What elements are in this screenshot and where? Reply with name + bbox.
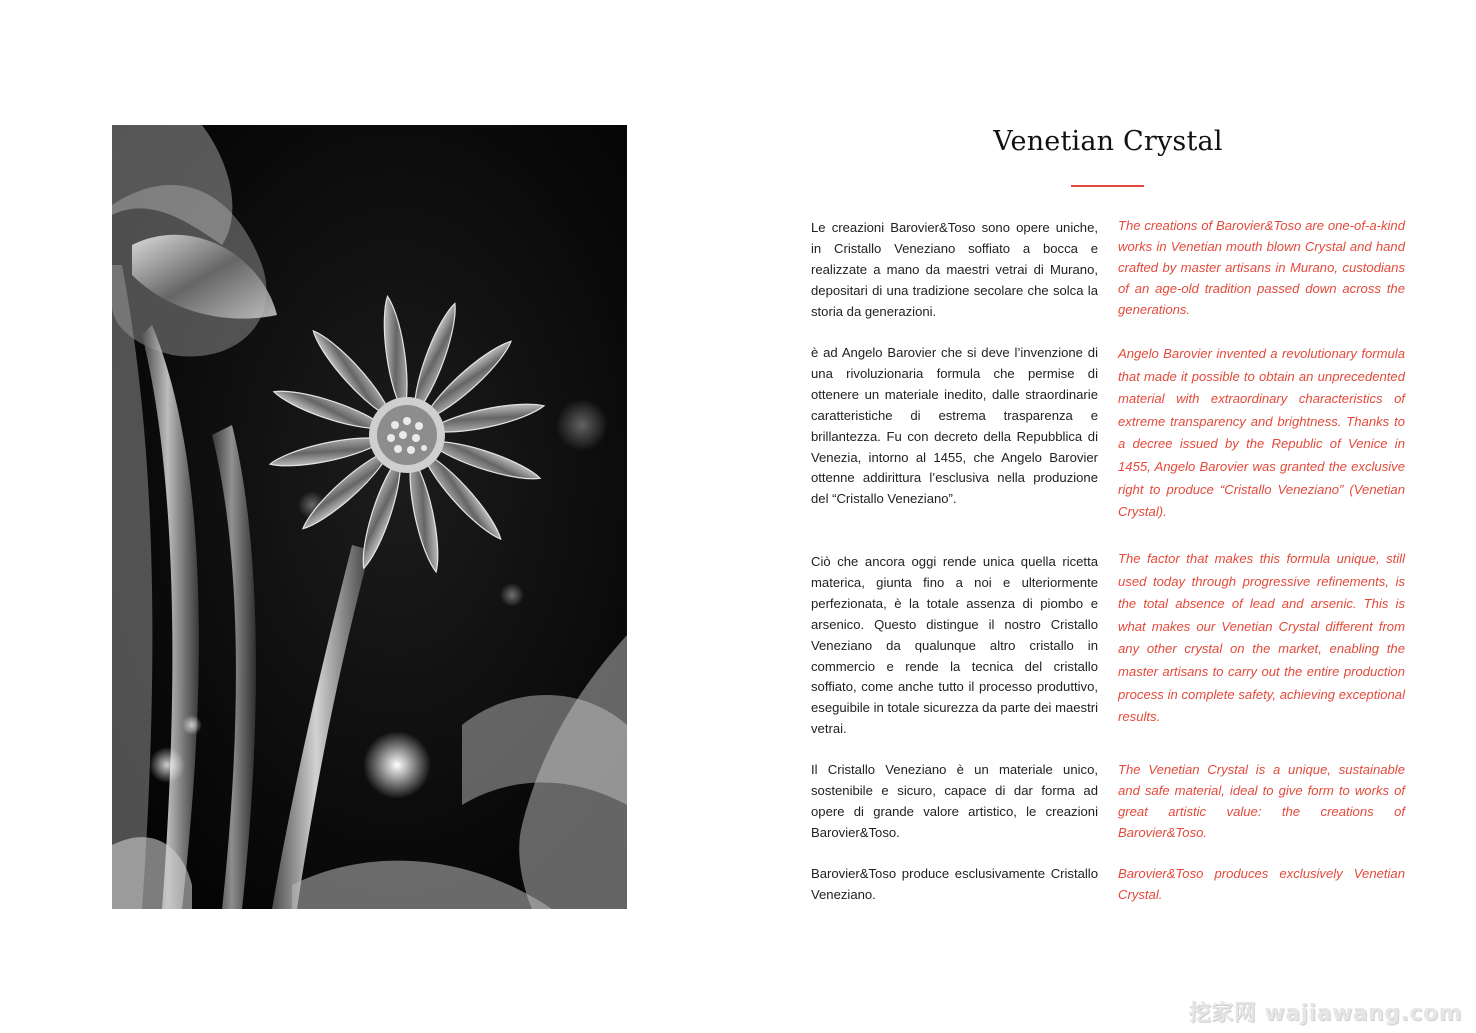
title-divider — [1071, 185, 1144, 187]
italian-paragraph: Il Cristallo Veneziano è un materiale unico, sostenibile e sicuro, capace di dar forma ad opere di grande valore artistico, le creazioni Barovier&Toso. — [811, 762, 1098, 840]
page-title: Venetian Crystal — [993, 126, 1223, 157]
english-paragraph: The Venetian Crystal is a unique, sustainable and safe material, ideal to give form to works of great artistic value: the creations of Barovier&Toso. — [1118, 762, 1405, 840]
site-watermark: 挖家网 wajiawang.com — [1188, 1001, 1462, 1026]
italian-paragraph: Barovier&Toso produce esclusivamente Cristallo Veneziano. — [811, 866, 1098, 902]
glass-flower-photo — [112, 125, 627, 909]
english-paragraph: Barovier&Toso produces exclusively Venetian Crystal. — [1118, 866, 1405, 902]
english-paragraph: Angelo Barovier invented a revolutionary formula that made it possible to obtain an unprecedented material with extraordinary characteristics of extreme transparency and brightness. Thanks to a decree issued by the Republic of Venice in 1455, Angelo Barovier was granted the exclusive right to produce “Cristallo Veneziano” (Venetian Crystal). — [1118, 346, 1405, 520]
english-paragraph: The creations of Barovier&Toso are one-of-a-kind works in Venetian mouth blown Crystal and hand crafted by master artisans in Murano, custodians of an age-old tradition passed down across the generations. — [1118, 218, 1405, 317]
italian-paragraph: Le creazioni Barovier&Toso sono opere uniche, in Cristallo Veneziano soffiato a bocca e realizzate a mano da maestri vetrai di Murano, depositari di una tradizione secolare che solca la storia da generazioni. — [811, 220, 1098, 319]
english-paragraph: The factor that makes this formula unique, still used today through progressive refinements, is the total absence of lead and arsenic. This is what makes our Venetian Crystal different from any other crystal on the market, enabling the master artisans to carry out the entire production process in complete safety, achieving exceptional results. — [1118, 551, 1405, 725]
italian-paragraph: Ciò che ancora oggi rende unica quella ricetta materica, giunta fino a noi e ulteriormente perfezionata, è la totale assenza di piombo e arsenico. Questo distingue il nostro Cristallo Veneziano da qualunque altro cristallo in commercio e rende la tecnica del cristallo soffiato, come anche tutto il processo produttivo, eseguibile in totale sicurezza da parte dei maestri vetrai. — [811, 554, 1098, 737]
italian-paragraph: è ad Angelo Barovier che si deve l’invenzione di una rivoluzionaria formula che permise di ottenere un materiale inedito, dalle straordinarie caratteristiche di estrema trasparenza e brillantezza. Fu con decreto della Repubblica di Venezia, intorno al 1455, che Angelo Barovier ottenne addirittura l’esclusiva nella produzione del “Cristallo Veneziano”. — [811, 345, 1098, 507]
